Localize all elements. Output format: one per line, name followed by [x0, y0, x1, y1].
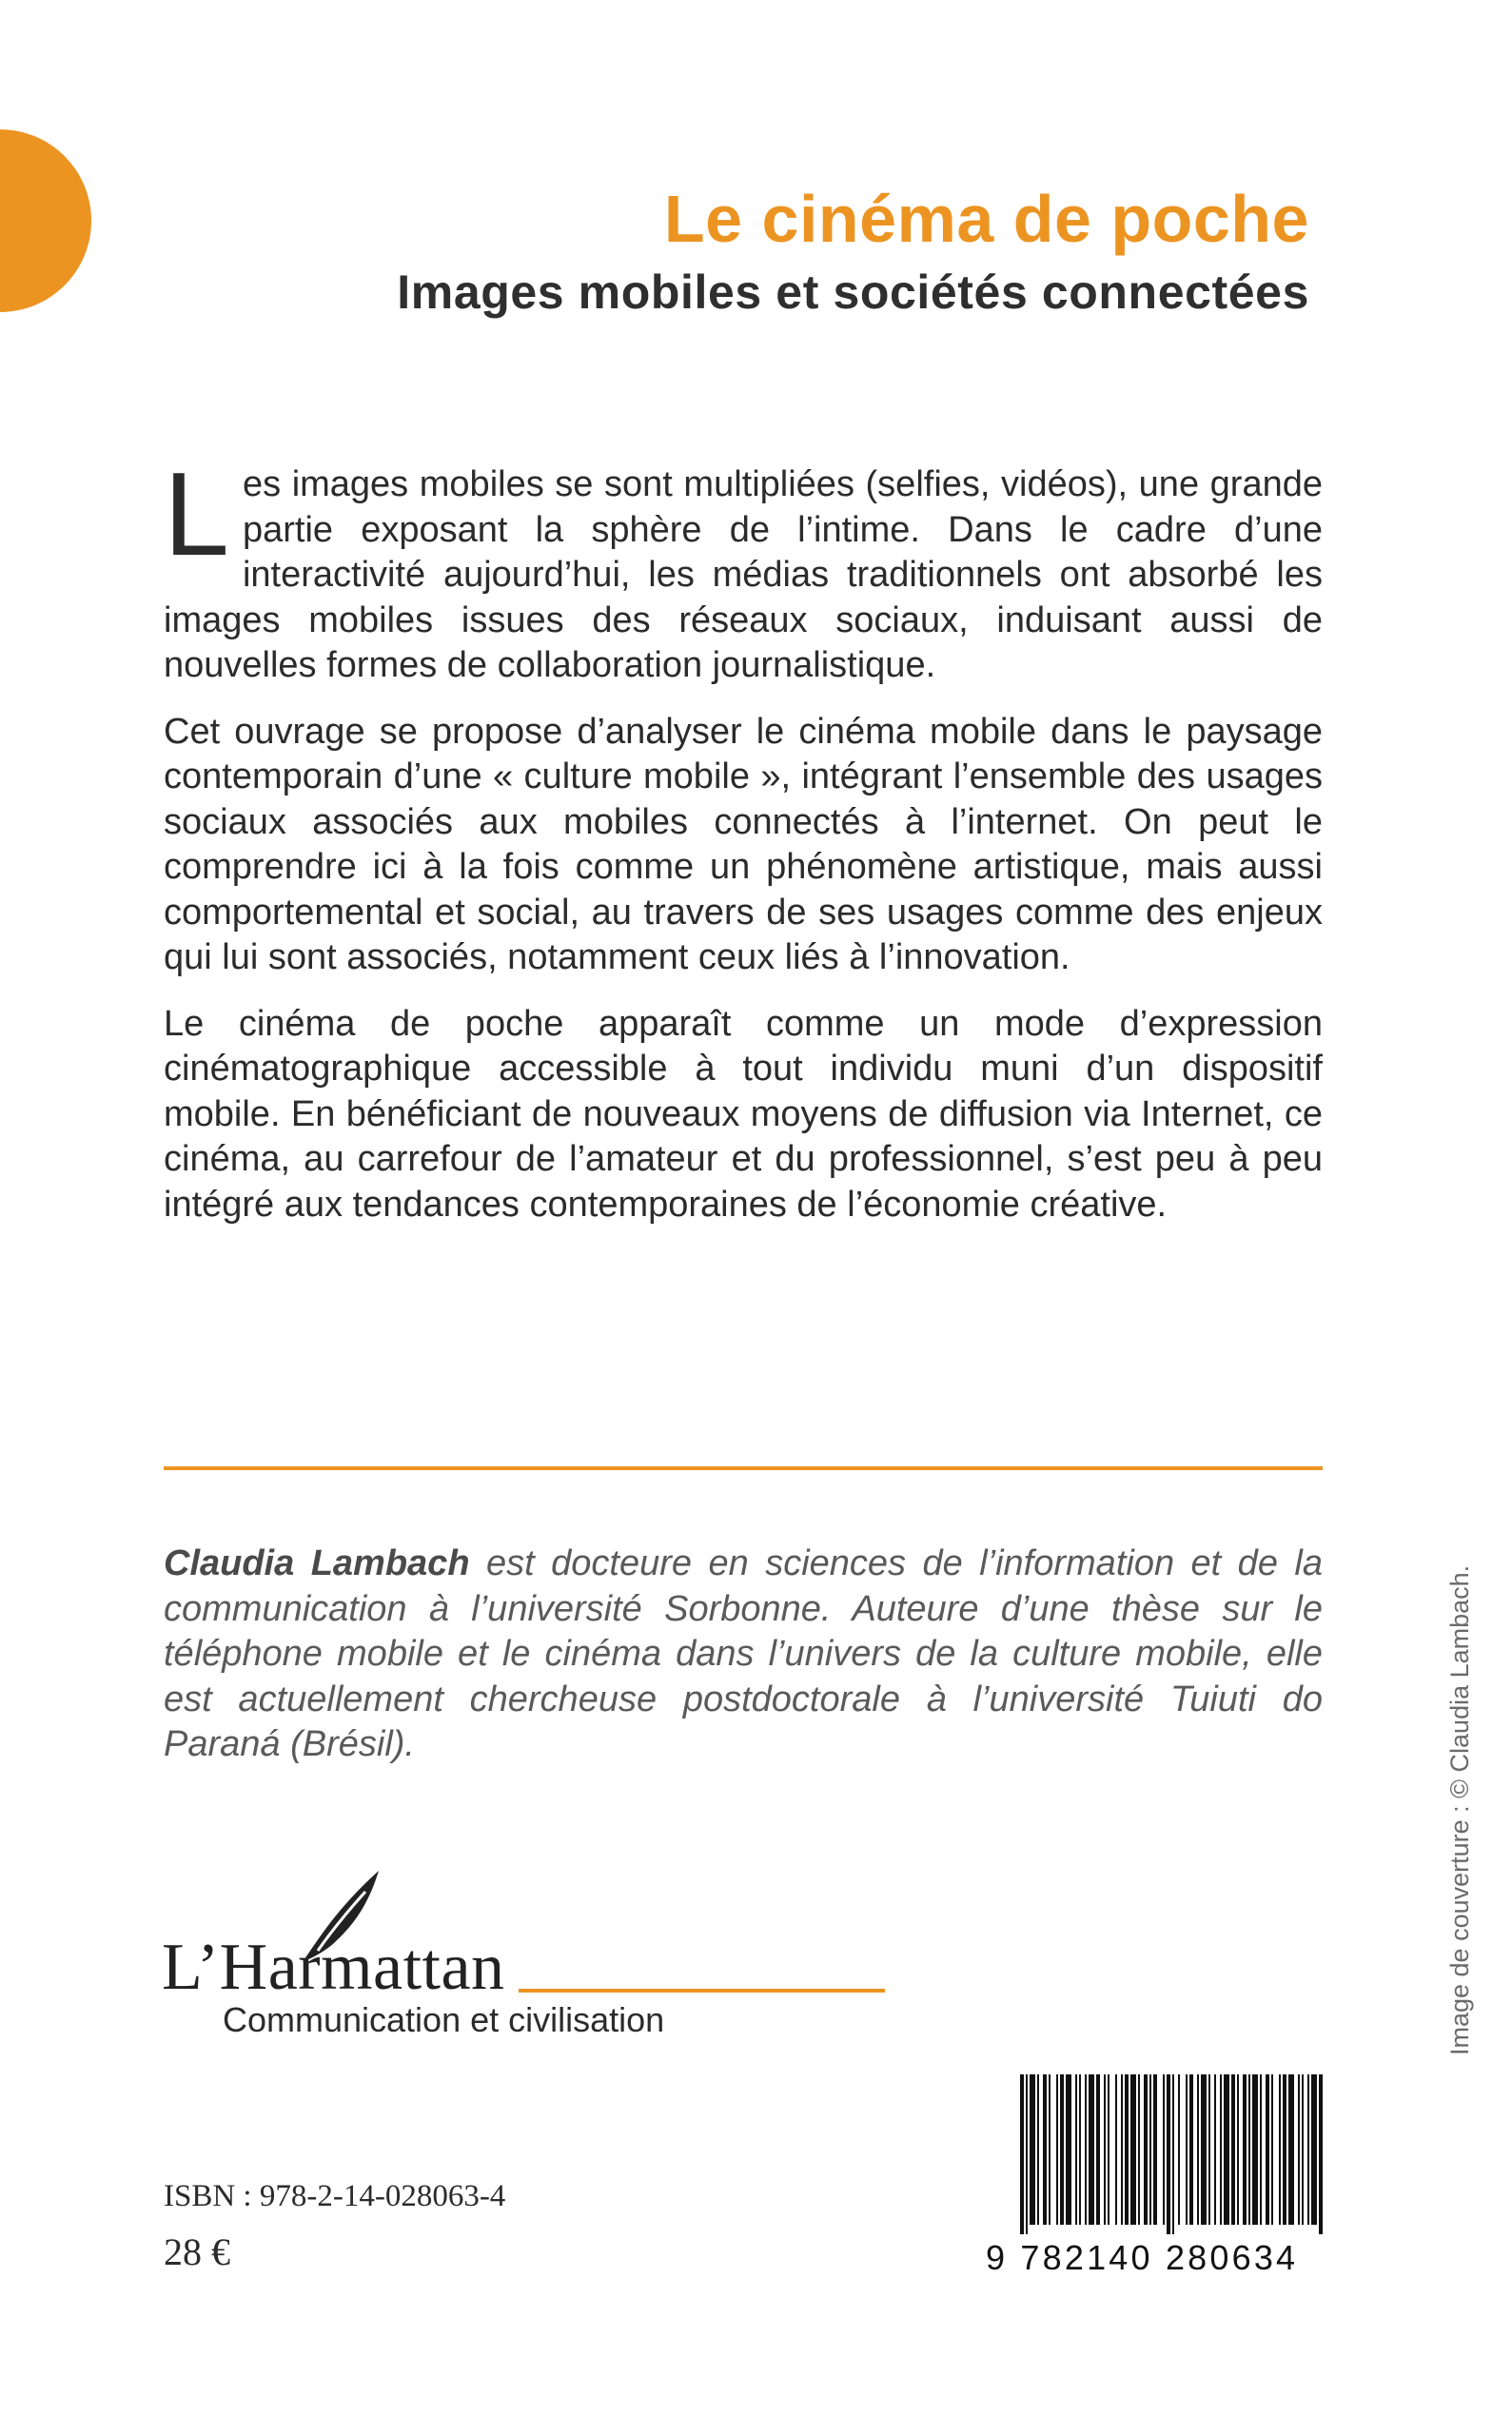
- publisher-logo-text: L’Harmattan: [162, 1931, 505, 2004]
- book-title: Le cinéma de poche: [663, 182, 1309, 256]
- paragraph-1-text: es images mobiles se sont multipliées (selfies, vidéos), une grande partie exposant la sphère de l’intime. Dans le cadre d’une interactivité aujourd’hui, les médias traditionnels ont absorbé les images mobiles issues des réseaux sociaux, induisant aussi de nouvelles formes de collaboration journalistique.: [164, 464, 1323, 685]
- image-credit: Image de couverture : © Claudia Lambach.: [1445, 1564, 1474, 2055]
- orange-disc-decoration: [0, 129, 91, 312]
- author-bio: [164, 1542, 1323, 1768]
- barcode-digits: 9 782140 280634: [986, 2238, 1299, 2277]
- collection-name: Communication et civilisation: [223, 2000, 665, 2039]
- paragraph-3: Le cinéma de poche apparaît comme un mode d’expression cinématographique accessible à tout individu muni d’un dispositif mobile. En bénéficiant de nouveaux moyens de diffusion via Internet, ce cinéma, au carrefour de l’amateur et du professionnel, s’est peu à peu intégré aux tendances contemporaines de l’économie créative.: [164, 1003, 1323, 1225]
- isbn: ISBN : 978-2-14-028063-4: [164, 2179, 506, 2213]
- book-subtitle: Images mobiles et sociétés connectées: [397, 265, 1309, 319]
- barcode: [986, 2074, 1326, 2277]
- barcode-bars: [1020, 2074, 1325, 2234]
- section-divider: [164, 1466, 1323, 1470]
- drop-cap: L: [164, 449, 229, 580]
- paragraph-1: [164, 449, 1323, 689]
- publisher-logo-underline: [519, 1989, 885, 1993]
- author-name: Claudia Lambach: [164, 1543, 470, 1583]
- paragraph-2: Cet ouvrage se propose d’analyser le cinéma mobile dans le paysage contemporain d’une « culture mobile », intégrant l’ensemble des usages sociaux associés aux mobiles connectés à l’internet. On peut le comprendre ici à la fois comme un phénomène artistique, mais aussi comportemental et social, au travers de ses usages comme des enjeux qui lui sont associés, notamment ceux liés à l’innovation.: [164, 711, 1323, 977]
- author-bio-text: est docteure en sciences de l’information et de la communication à l’université Sorbonne. Auteure d’une thèse sur le téléphone mobile et le cinéma dans l’univers de la culture mobile, elle est actuellement chercheuse postdoctorale à l’université Tuiuti do Paraná (Brésil).: [164, 1543, 1323, 1764]
- price: 28 €: [164, 2230, 230, 2273]
- back-cover-text: [164, 449, 1323, 1248]
